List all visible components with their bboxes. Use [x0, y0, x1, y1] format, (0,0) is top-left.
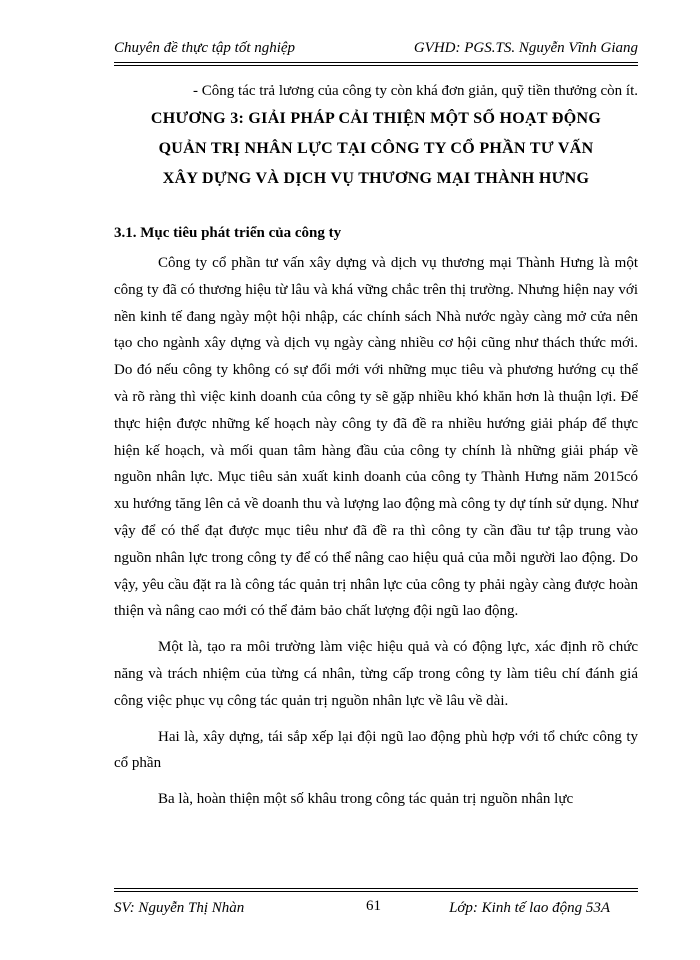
footer-class-name: Lớp: Kinh tế lao động 53A	[449, 900, 610, 916]
paragraph-company-goals: Công ty cổ phần tư vấn xây dựng và dịch vụ thương mại Thành Hưng là một công ty đã có thương hiệu từ lâu và khá vững chắc trên thị trường. Nhưng hiện nay với nền kinh tế đang ngày một hội nhập, các chính sách Nhà nước ngày càng mở cửa nên tạo cho ngành xây dựng và dịch vụ ngày càng nhiều cơ hội cũng như thách thức mới. Do đó nếu công ty không có sự đổi mới với những mục tiêu và phương hướng cụ thể và rõ ràng thì việc kinh doanh của công ty sẽ gặp nhiều khó khăn hơn là thuận lợi. Để thực hiện được những kế hoạch này công ty đã đề ra nhiều hướng giải pháp để thực hiện kế hoạch, và mối quan tâm hàng đầu của công ty chính là những giải pháp về nguồn nhân lực. Mục tiêu sản xuất kinh doanh của công ty Thành Hưng năm 2015có xu hướng tăng lên cả về doanh thu và lượng lao động mà công ty dự tính sử dụng. Như vậy để có thể đạt được mục tiêu như đã đề ra thì công ty cần đầu tư tập trung vào nguồn nhân lực trong công ty để có thể nâng cao hiệu quả của mỗi người lao động. Do vậy, yêu cầu đặt ra là công tác quản trị nhân lực của công ty phải ngày càng được hoàn thiện và nâng cao mới có thể đảm bảo chất lượng đội ngũ lao động.	[114, 255, 638, 620]
footer-divider	[114, 888, 638, 892]
page-body	[114, 72, 638, 813]
paragraph-goal-three: Ba là, hoàn thiện một số khâu trong công tác quản trị nguồn nhân lực	[158, 791, 574, 808]
page-number: 61	[366, 898, 381, 914]
header-divider	[114, 62, 638, 66]
paragraph-goal-one: Một là, tạo ra môi trường làm việc hiệu quả và có động lực, xác định rõ chức năng và trách nhiệm của từng cá nhân, từng cấp trong công ty làm tiêu chí đánh giá công việc phục vụ công tác quản trị nguồn nhân lực về lâu về dài.	[114, 639, 638, 709]
header-supervisor: GVHD: PGS.TS. Nguyễn Vĩnh Giang	[413, 40, 638, 56]
page-footer	[114, 900, 638, 926]
chapter-heading-line-1: CHƯƠNG 3: GIẢI PHÁP CẢI THIỆN MỘT SỐ HOẠT ĐỘNG	[150, 110, 602, 127]
chapter-heading-line-2: QUẢN TRỊ NHÂN LỰC TẠI CÔNG TY CỔ PHẦN TƯ VẤN	[158, 140, 594, 157]
intro-line: - Công tác trả lương của công ty còn khá đơn giản, quỹ tiền thưởng còn ít.	[193, 83, 638, 99]
footer-student-name: SV: Nguyễn Thị Nhàn	[114, 900, 245, 916]
header-course-title: Chuyên đề thực tập tốt nghiệp	[114, 40, 296, 56]
chapter-heading	[114, 104, 638, 194]
section-title: 3.1. Mục tiêu phát triển của công ty	[114, 225, 342, 241]
paragraph-goal-two: Hai là, xây dựng, tái sắp xếp lại đội ngũ lao động phù hợp với tổ chức công ty cổ phần	[114, 728, 638, 772]
chapter-heading-line-3: XÂY DỰNG VÀ DỊCH VỤ THƯƠNG MẠI THÀNH HƯNG	[162, 170, 590, 187]
